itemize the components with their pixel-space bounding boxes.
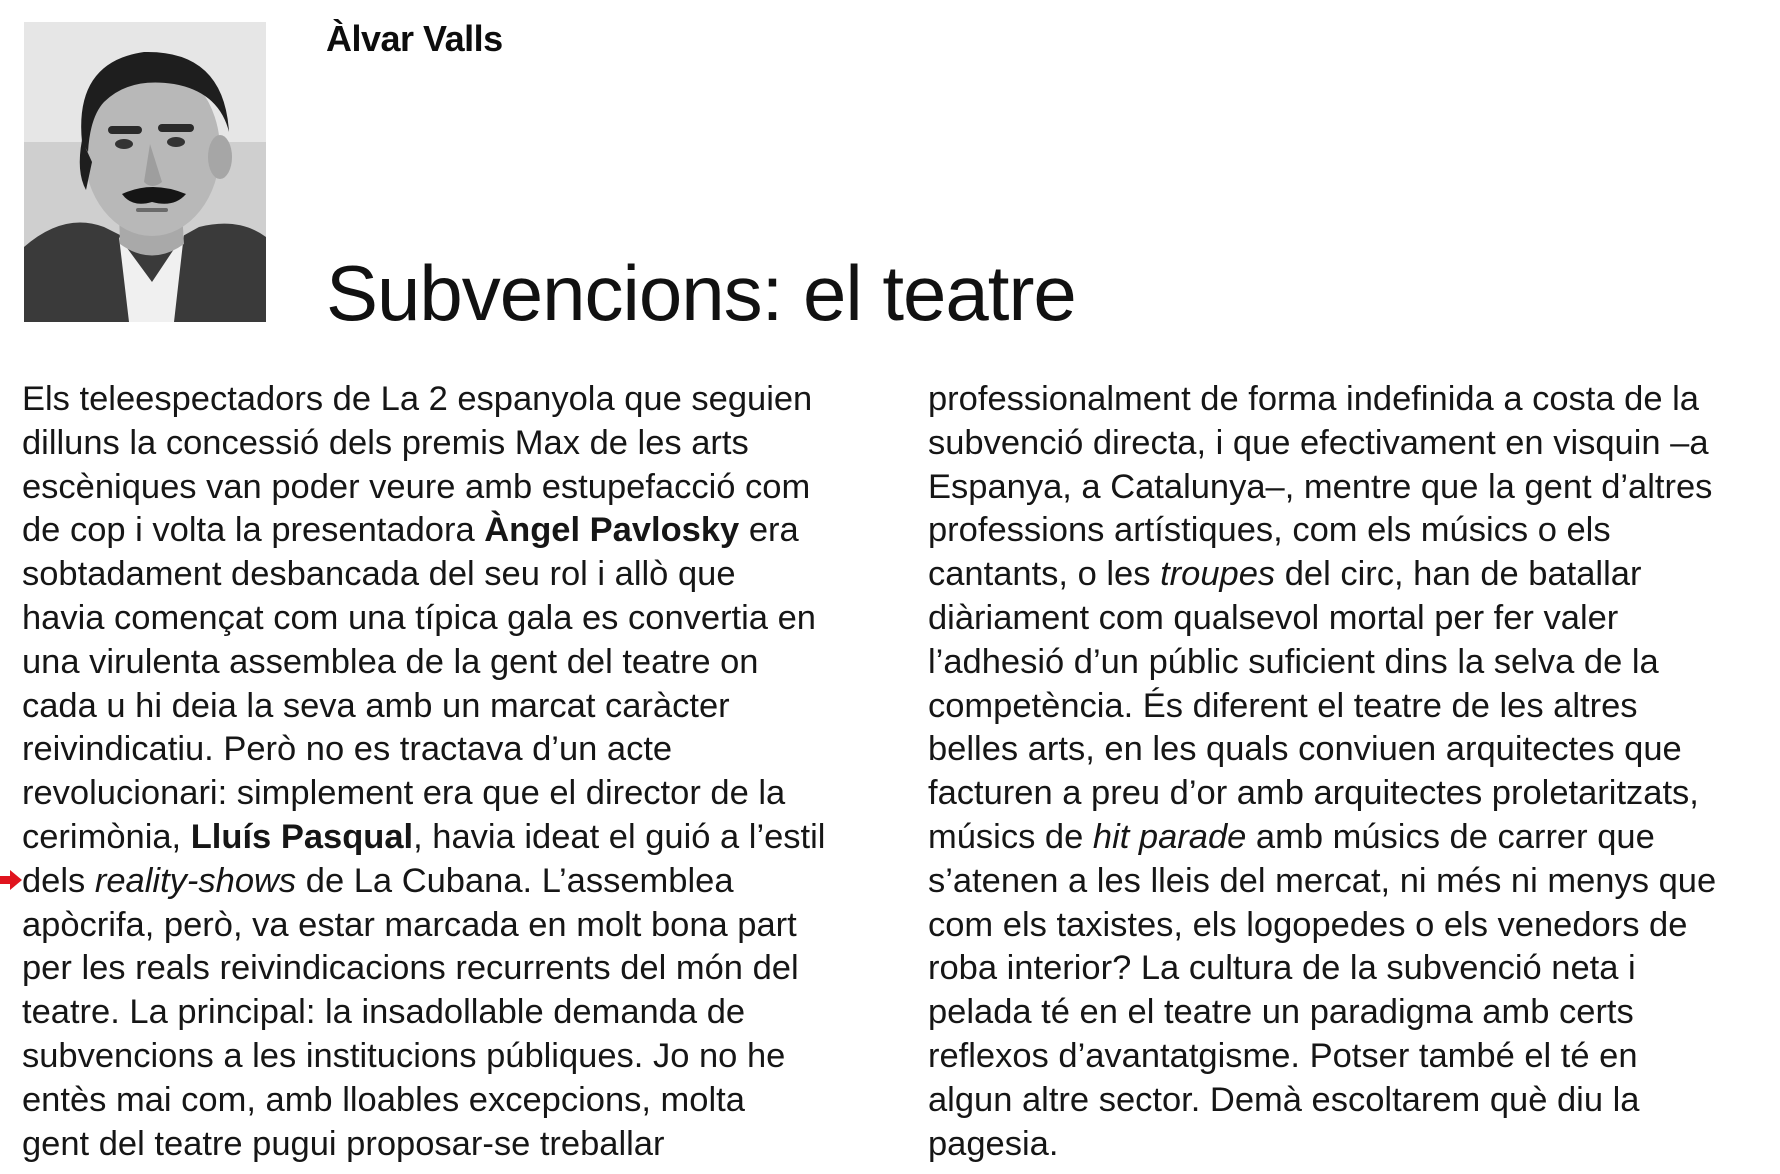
text-run: dilluns la concessió dels premis Max de les arts [22,423,749,462]
text-run: com els taxistes, els logopedes o els venedors de [928,905,1688,944]
text-run: subvenció directa, i que efectivament en visquin –a [928,423,1709,462]
text-run: belles arts, en les quals conviuen arquitectes que [928,730,1682,769]
text-line [22,422,882,466]
author-portrait-image [24,22,266,322]
text-line [928,509,1778,553]
text-run: apòcrifa, però, va estar marcada en molt bona part [22,905,797,944]
author-name: Àlvar Valls [326,18,503,59]
text-line [22,1035,882,1079]
text-line [928,597,1778,641]
text-run: competència. És diferent el teatre de les altres [928,686,1638,725]
text-run: del circ, han de batallar [1275,555,1642,594]
text-line [22,597,882,641]
text-run: gent del teatre pugui proposar-se treballar [22,1124,665,1163]
italic-term: reality-shows [94,861,297,900]
text-line [928,553,1778,597]
text-line [22,378,882,422]
text-run: sobtadament desbancada del seu rol i allò que [22,555,736,594]
text-run: una virulenta assemblea de la gent del teatre on [22,642,759,681]
italic-term: hit parade [1092,817,1247,856]
text-run: cada u hi deia la seva amb un marcat caràcter [22,686,730,725]
text-line [22,466,882,510]
text-run: de La Cubana. L’assemblea [296,861,734,900]
text-run: teatre. La principal: la insadollable demanda de [22,993,746,1032]
text-run: era [739,511,799,550]
text-line [22,860,882,904]
text-run: revolucionari: simplement era que el director de la [22,774,786,813]
text-run: algun altre sector. Demà escoltarem què diu la [928,1080,1640,1119]
text-run: reivindicatiu. Però no es tractava d’un acte [22,730,673,769]
text-run: cerimònia, [22,817,191,856]
text-run: roba interior? La cultura de la subvenció neta i [928,949,1636,988]
text-line [928,904,1778,948]
text-line [22,904,882,948]
text-line [22,728,882,772]
text-run: s’atenen a les lleis del mercat, ni més ni menys que [928,861,1717,900]
text-line [22,1123,882,1167]
text-line [928,1035,1778,1079]
text-run: pelada té en el teatre un paradigma amb certs [928,993,1634,1032]
text-line [928,378,1778,422]
text-line [22,685,882,729]
text-run: dels [22,861,95,900]
text-line [22,772,882,816]
author-photo [24,22,266,322]
text-run: Els teleespectadors de La 2 espanyola que seguien [22,380,813,418]
text-line [928,947,1778,991]
text-line [928,422,1778,466]
text-run: professions artístiques, com els músics o els [928,511,1611,550]
text-run: l’adhesió d’un públic suficient dins la selva de la [928,642,1659,681]
text-run: per les reals reivindicacions recurrents del món del [22,949,799,988]
text-run: amb músics de carrer que [1246,817,1655,856]
text-run: Espanya, a Catalunya–, mentre que la gent d’altres [928,467,1713,506]
text-run: havia començat com una típica gala es convertia en [22,598,816,637]
italic-term: troupes [1160,555,1276,594]
text-run: de cop i volta la presentadora [22,511,485,550]
text-line [928,641,1778,685]
text-run: entès mai com, amb lloables excepcions, molta [22,1080,745,1119]
text-line [928,991,1778,1035]
text-line [928,860,1778,904]
text-run: reflexos d’avantatgisme. Potser també el té en [928,1036,1638,1075]
red-arrow-marker-icon [0,870,22,890]
article-column-left [22,378,882,1166]
text-run: cantants, o les [928,555,1161,594]
text-line [928,728,1778,772]
text-line [22,991,882,1035]
text-run: diàriament com qualsevol mortal per fer valer [928,598,1619,637]
bold-name: Lluís Pasqual [190,817,414,856]
text-run: facturen a preu d’or amb arquitectes proletaritzats, [928,774,1699,813]
article-column-right [928,378,1778,1166]
bold-name: Àngel Pavlosky [484,511,740,550]
text-run: escèniques van poder veure amb estupefacció com [22,467,811,506]
text-line [928,685,1778,729]
text-run: professionalment de forma indefinida a costa de la [928,380,1699,418]
text-line [928,466,1778,510]
article-headline: Subvencions: el teatre [326,249,1076,337]
text-run: , havia ideat el guió a l’estil [413,817,826,856]
text-run: subvencions a les institucions públiques. Jo no he [22,1036,786,1075]
text-line [22,509,882,553]
text-line [22,641,882,685]
text-line [928,772,1778,816]
text-line [22,553,882,597]
text-run: pagesia. [928,1124,1059,1163]
text-line [928,816,1778,860]
text-line [22,816,882,860]
text-line [22,1079,882,1123]
text-run: músics de [928,817,1093,856]
text-line [22,947,882,991]
text-line [928,1123,1778,1167]
text-line [928,1079,1778,1123]
